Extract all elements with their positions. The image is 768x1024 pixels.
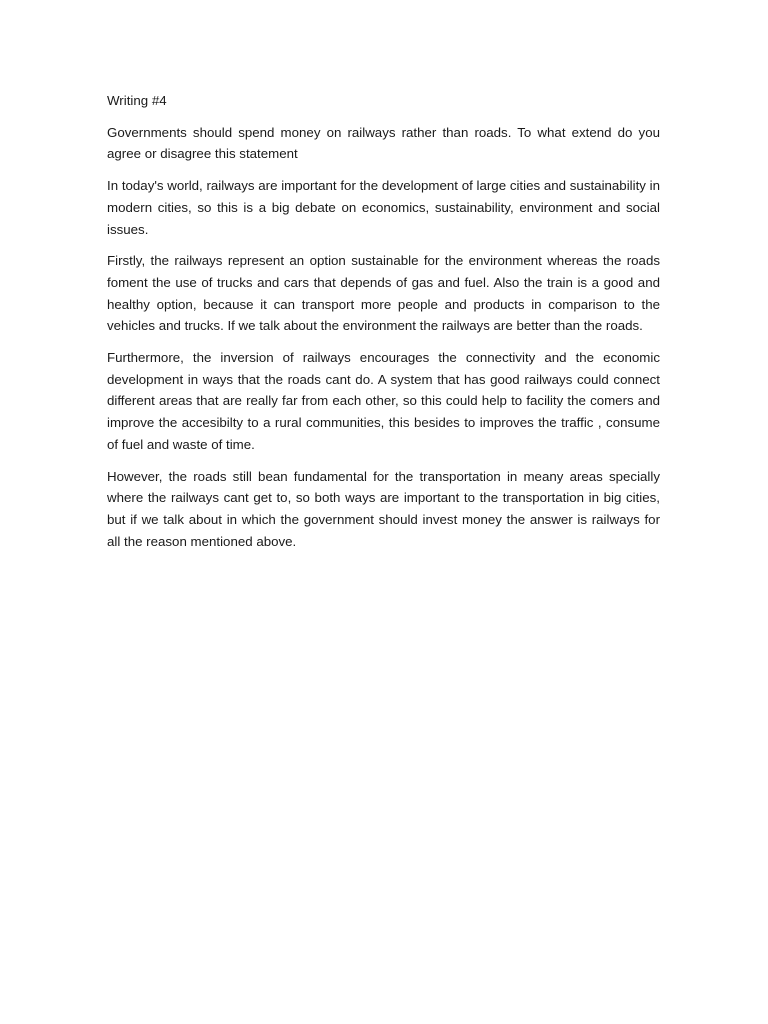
document-body bbox=[107, 90, 660, 562]
body-paragraph-2: Furthermore, the inversion of railways encourages the connectivity and the economic development in ways that the roads cant do. A system that has good railways could connect different areas that are really far from each other, so this could help to facility the comers and improve the accesibilty to a rural communities, this besides to improves the traffic , consume of fuel and waste of time. bbox=[107, 350, 660, 452]
document-heading: Writing #4 bbox=[107, 93, 167, 108]
body-paragraph-1: Firstly, the railways represent an option sustainable for the environment whereas the roads foment the use of trucks and cars that depends of gas and fuel. Also the train is a good and healthy option, because it can transport more people and products in comparison to the vehicles and trucks. If we talk about the environment the railways are better than the roads. bbox=[107, 253, 660, 334]
conclusion-paragraph: However, the roads still bean fundamental for the transportation in meany areas specially where the railways cant get to, so both ways are important to the transportation in big cities, but if we talk about in which the government should invest money the answer is railways for all the reason mentioned above. bbox=[107, 468, 660, 549]
intro-paragraph: In today's world, railways are important for the development of large cities and sustainability in modern cities, so this is a big debate on economics, sustainability, environment and social issues. bbox=[107, 178, 660, 237]
essay-prompt: Governments should spend money on railways rather than roads. To what extend do you agree or disagree this statement bbox=[107, 124, 660, 162]
